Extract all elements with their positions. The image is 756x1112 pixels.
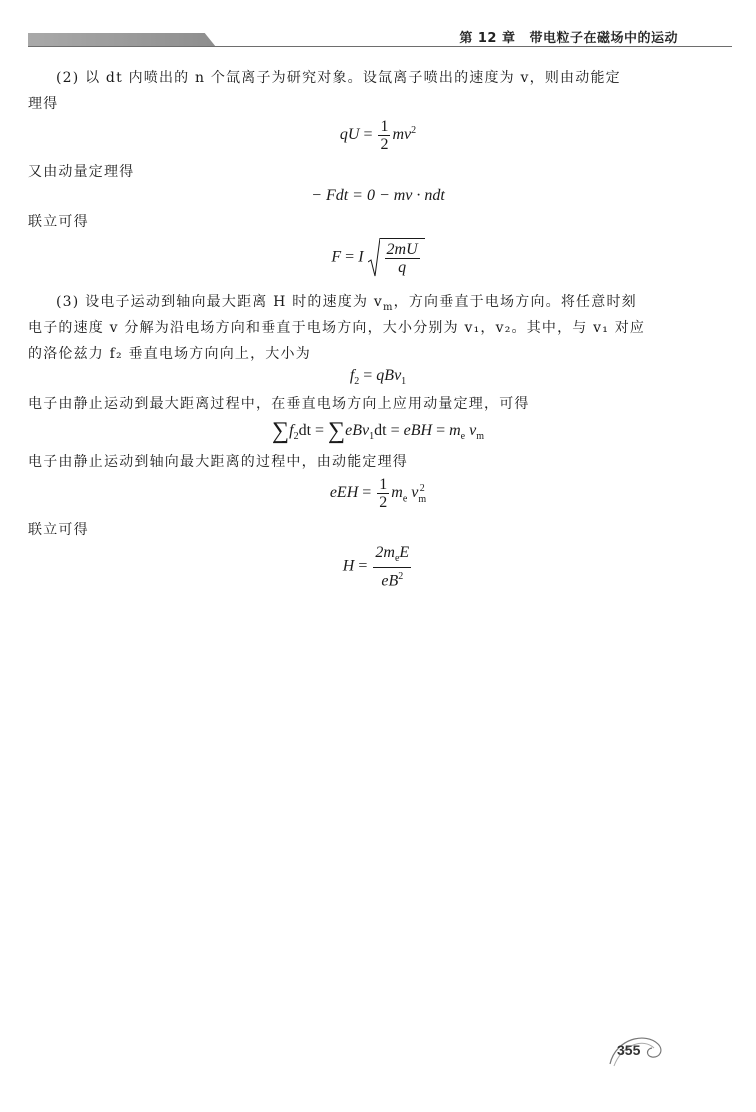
paragraph-2-line1: (2) 以 dt 内喷出的 n 个氙离子为研究对象。设氙离子喷出的速度为 v，则由动能定 <box>56 70 621 86</box>
header-bar <box>28 33 216 47</box>
paragraph-impulse: 电子由静止运动到最大距离过程中，在垂直电场方向上应用动量定理，可得 <box>28 396 530 412</box>
page-number: 355 <box>617 1042 641 1058</box>
paragraph-momentum: 又由动量定理得 <box>28 164 135 180</box>
chapter-title: 带电粒子在磁场中的运动 <box>529 31 678 46</box>
header-rule <box>28 46 732 47</box>
equation-lorentz: $f_2 = qBv_1$ <box>349 367 407 388</box>
equation-height: H = $\frac{2m_eE}{eB^2}$ <box>342 544 410 590</box>
paragraph-3-line2: 电子的速度 v 分解为沿电场方向和垂直于电场方向，大小分别为 v₁，v₂。其中，与 v₁ 对应 <box>28 320 646 336</box>
chapter-number: 第 12 章 <box>459 31 516 46</box>
paragraph-energy: 电子由静止运动到轴向最大距离的过程中，由动能定理得 <box>28 454 408 470</box>
paragraph-combine-2: 联立可得 <box>28 522 89 538</box>
paragraph-combine-1: 联立可得 <box>28 214 89 230</box>
chapter-header <box>459 27 678 46</box>
paragraph-3-line1: (3) 设电子运动到轴向最大距离 H 时的速度为 $v_m$，方向垂直于电场方向。将任意时刻 <box>56 294 637 313</box>
equation-kinetic: qU = $\frac{1}{2}$ $mv^2$ <box>339 118 417 153</box>
equation-energy: eEH = $\frac{1}{2}$ $m_e$ v 2 m <box>329 476 427 511</box>
equation-impulse: $\sum f_2dt = \sum eBv_1dt$ = eBH = $m_e$ $v_m$ <box>272 418 484 444</box>
equation-momentum: − Fdt = 0 − mv · ndt <box>311 187 445 204</box>
paragraph-2-line2: 理得 <box>28 96 59 112</box>
paragraph-3-line3: 的洛伦兹力 f₂ 垂直电场方向向上，大小为 <box>28 346 311 362</box>
equation-force: F = I $\frac{2mU}{q}$ <box>0 238 756 278</box>
